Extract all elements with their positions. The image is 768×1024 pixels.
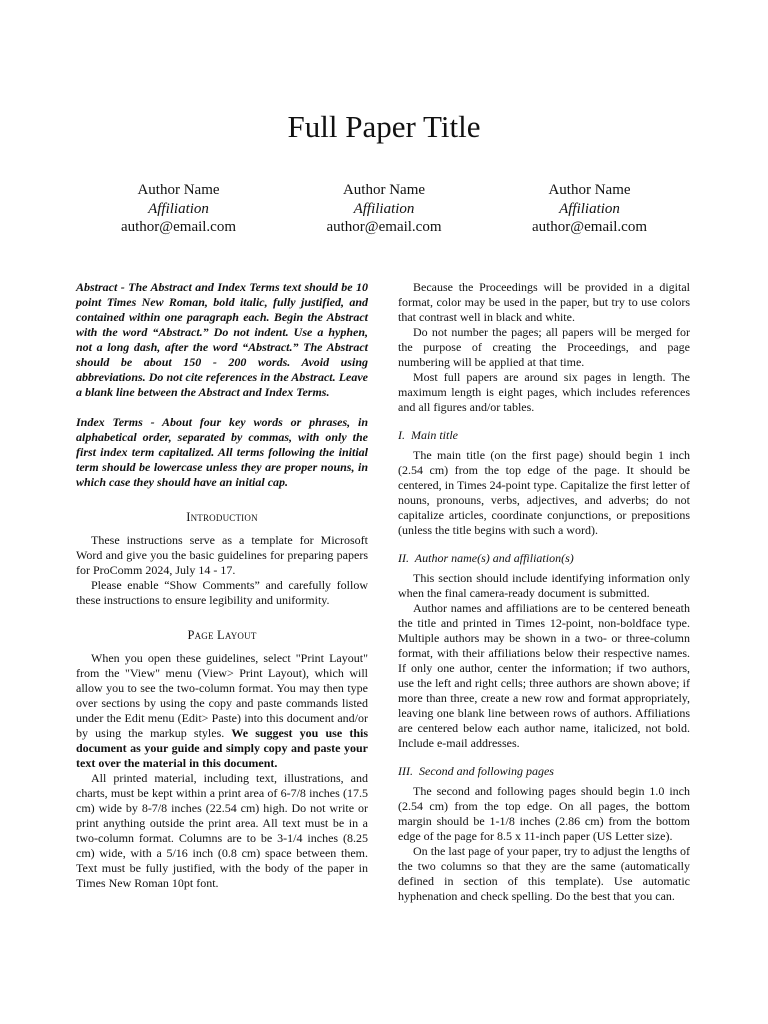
paragraph: The second and following pages should begin 1.0 inch (2.54 cm) from the top edge. On all pages, the bottom margin should be 1-1/8 inches (2.86 cm) from the bottom edge of the page for 8.5 x 11-inch paper (US Letter size). [398, 784, 690, 843]
author-3 [487, 181, 692, 237]
author-2 [282, 181, 487, 237]
subsection-heading-following-pages: III. Second and following pages [398, 764, 554, 778]
author-1 [76, 181, 281, 237]
left-column [76, 280, 368, 891]
paragraph: Author names and affiliations are to be centered beneath the title and printed in Times 12-point, non-boldface type. Multiple authors may be shown in a two- or three-column format, with their affiliations below their respective names. If only one author, center the information; if two authors, use the left and right cells; three authors are shown above; if more than three, create a new row and format appropriately, leaving one blank line between rows of authors. Affiliations are centered below each author name, italicized, not bold. Include e-mail addresses. [398, 601, 690, 750]
author-email: author@email.com [326, 219, 442, 235]
paper-title: Full Paper Title [287, 109, 481, 144]
paragraph: The main title (on the first page) should begin 1 inch (2.54 cm) from the top edge of the page. It should be centered, in Times 24-point type. Capitalize the first letter of nouns, pronouns, verbs, adjectives, and adverbs; do not capitalize articles, coordinate conjunctions, or prepositions (unless the title begins with such a word). [398, 448, 690, 537]
paragraph: Most full papers are around six pages in length. The maximum length is eight pages, which includes references and all figures and/or tables. [398, 370, 690, 414]
author-block [76, 181, 692, 237]
author-name: Author Name [137, 182, 220, 198]
bold-suggestion: We suggest you use this document as your guide and simply copy and paste your text over the material in this document. [76, 726, 368, 770]
author-affiliation: Affiliation [148, 200, 209, 217]
section-heading-page-layout: Page Layout [187, 628, 257, 642]
subsection-heading-author-names: II. Author name(s) and affiliation(s) [398, 551, 574, 565]
paragraph: Because the Proceedings will be provided in a digital format, color may be used in the paper, but try to use colors that contrast well in black and white. [398, 280, 690, 324]
section-heading-introduction: Introduction [186, 510, 258, 524]
author-email: author@email.com [531, 219, 648, 235]
paragraph: All printed material, including text, illustrations, and charts, must be kept within a print area of 6-7/8 inches (17.5 cm) wide by 8-7/8 inches (22.54 cm) high. Do not write or print anything outside the print area. All text must be in a two-column format. Columns are to be 3-1/4 inches (8.25 cm) wide, with a 5/16 inch (0.8 cm) space between them. Text must be fully justified, with the body of the paper in Times New Roman 10pt font. [76, 771, 368, 890]
paragraph: Do not number the pages; all papers will be merged for the purpose of creating the Proceedings, and page numbering will be applied at that time. [398, 325, 690, 369]
right-column [398, 280, 690, 904]
subsection-heading-main-title: I. Main title [398, 428, 458, 442]
author-name: Author Name [548, 182, 631, 198]
paragraph [76, 651, 368, 771]
paragraph: Please enable “Show Comments” and carefully follow these instructions to ensure legibility and uniformity. [76, 578, 368, 607]
author-name: Author Name [342, 182, 426, 198]
paragraph: These instructions serve as a template for Microsoft Word and give you the basic guidelines for preparing papers for ProComm 2024, July 14 - 17. [76, 533, 368, 577]
paragraph-text: When you open these guidelines, select "Print Layout" from the "View" menu (View> Print Layout), which will allow you to see the two-column format. You may then type over sections by using the copy and paste commands listed under the Edit menu (Edit> Paste) into this document and/or by using the markup styles. [76, 651, 368, 740]
abstract: Abstract - The Abstract and Index Terms text should be 10 point Times New Roman, bold italic, fully justified, and contained within one paragraph each. Begin the Abstract with the word “Abstract.” Do not indent. Use a hyphen, not a long dash, after the word “Abstract.” The Abstract should be about 150 - 200 words. Avoid using abbreviations. Do not cite references in the Abstract. Leave a blank line between the Abstract and Index Terms. [76, 280, 368, 399]
author-email: author@email.com [120, 219, 237, 235]
paragraph: This section should include identifying information only when the final camera-ready document is submitted. [398, 571, 690, 600]
author-affiliation: Affiliation [559, 200, 620, 217]
paragraph: On the last page of your paper, try to adjust the lengths of the two columns so that they are the same (automatically defined in section of this template). Use automatic hyphenation and check spelling. Do the best that you can. [398, 844, 690, 903]
author-affiliation: Affiliation [353, 200, 415, 217]
index-terms: Index Terms - About four key words or phrases, in alphabetical order, separated by commas, with only the first index term capitalized. All terms following the initial term should be lowercase unless they are proper nouns, in which case they should have an initial cap. [76, 415, 368, 489]
